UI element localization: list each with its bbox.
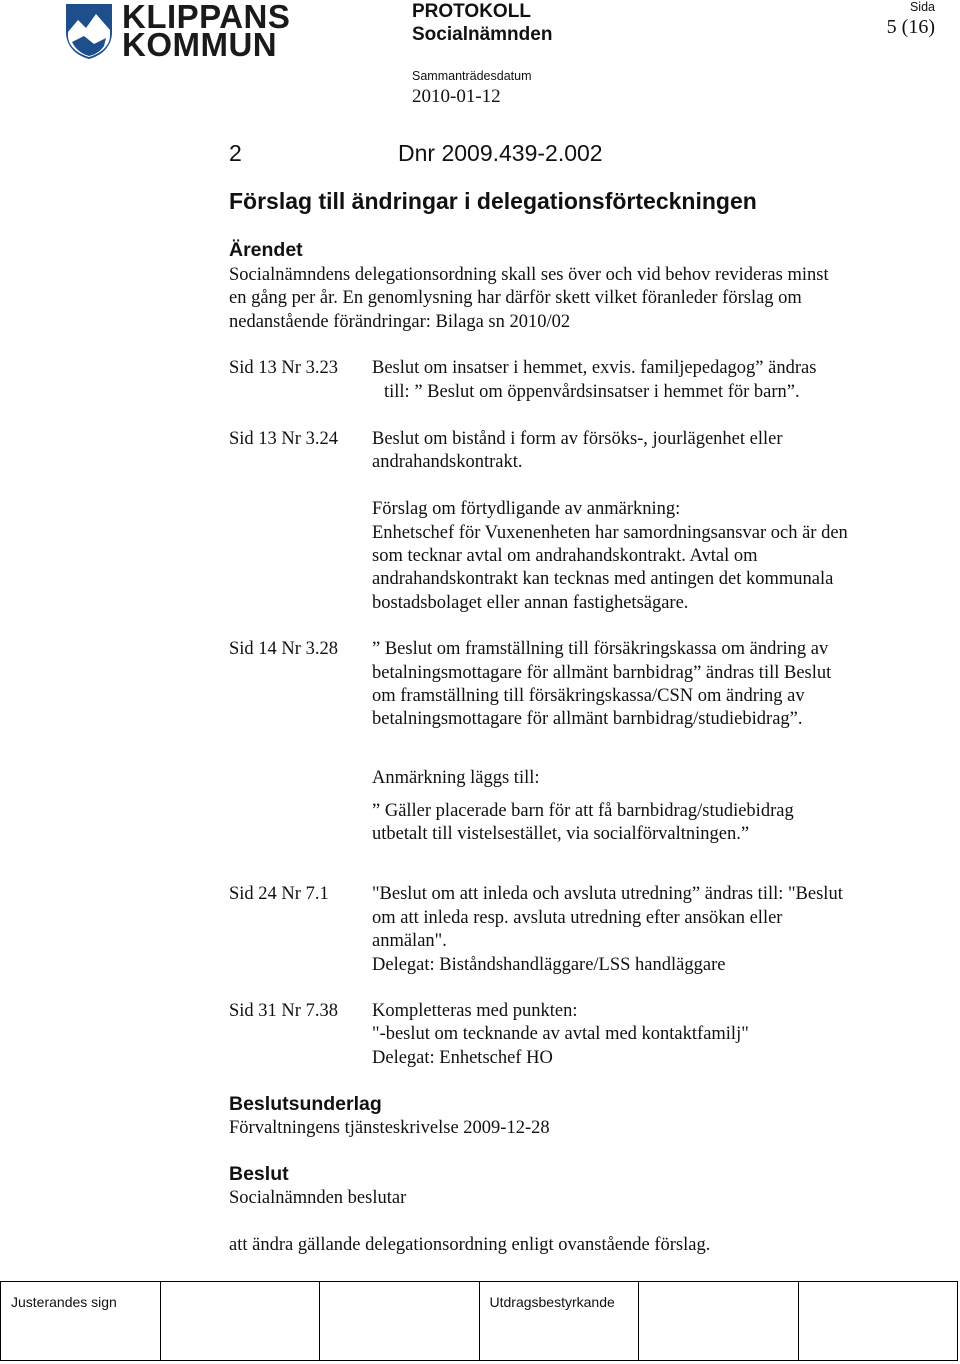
change-ref-7-38: Sid 31 Nr 7.38	[229, 1001, 338, 1021]
remark-line: utbetalt till vistelsestället, via socialförvaltningen.”	[372, 824, 750, 844]
arende-heading: Ärendet	[229, 239, 303, 261]
change-text-line: andrahandskontrakt.	[372, 452, 523, 472]
change-ref-7-1: Sid 24 Nr 7.1	[229, 884, 329, 904]
clarification-line: bostadsbolaget eller annan fastighetsägare.	[372, 593, 689, 613]
clarification-line: andrahandskontrakt kan tecknas med antingen det kommunala	[372, 569, 834, 589]
logo-wordmark-line2: KOMMUN	[122, 26, 278, 63]
remark-heading: Anmärkning läggs till:	[372, 768, 540, 788]
change-text-line: Delegat: Enhetschef HO	[372, 1048, 553, 1068]
change-text-line: Kompletteras med punkten:	[372, 1001, 578, 1021]
beslut-line-2: att ändra gällande delegationsordning enligt ovanstående förslag.	[229, 1235, 711, 1255]
change-text-line: ” Beslut om framställning till försäkringskassa om ändring av	[372, 639, 829, 659]
change-text-line: "Beslut om att inleda och avsluta utredning” ändras till: "Beslut	[372, 884, 843, 904]
signature-cell	[161, 1282, 321, 1360]
item-title: Förslag till ändringar i delegationsförteckningen	[229, 188, 757, 214]
change-ref-3-23: Sid 13 Nr 3.23	[229, 358, 338, 378]
justerandes-sign-label: Justerandes sign	[11, 1294, 117, 1310]
change-text-line: om att inleda resp. avsluta utredning efter ansökan eller	[372, 908, 783, 928]
logo-wordmark-line1: KLIPPANS	[122, 0, 291, 35]
change-text-line: "-beslut om tecknande av avtal med kontaktfamilj"	[372, 1024, 749, 1044]
municipality-logo-icon	[64, 2, 114, 60]
diary-number: Dnr 2009.439-2.002	[398, 140, 603, 166]
utdragsbestyrkande-label: Utdragsbestyrkande	[489, 1294, 615, 1310]
clarification-line: Förslag om förtydligande av anmärkning:	[372, 499, 681, 519]
change-text-line: Delegat: Biståndshandläggare/LSS handläggare	[372, 955, 726, 975]
signature-cell	[320, 1282, 480, 1360]
beslut-line-1: Socialnämnden beslutar	[229, 1188, 407, 1208]
clarification-line: som tecknar avtal om andrahandskontrakt. Avtal om	[372, 546, 758, 566]
clarification-line: Enhetschef för Vuxenenheten har samordningsansvar och är den	[372, 523, 848, 543]
signature-cell	[799, 1282, 958, 1360]
meeting-date: 2010-01-12	[412, 86, 501, 107]
beslutsunderlag-heading: Beslutsunderlag	[229, 1093, 382, 1115]
change-text-line: betalningsmottagare för allmänt barnbidrag” ändras till Beslut	[372, 663, 832, 683]
change-text-line: om framställning till försäkringskassa/CSN om ändring av	[372, 686, 805, 706]
remark-line: ” Gäller placerade barn för att få barnbidrag/studiebidrag	[372, 801, 794, 821]
signature-cell	[1, 1282, 161, 1360]
page-number: 5 (16)	[886, 16, 935, 38]
change-text-line: Beslut om bistånd i form av försöks-, jourlägenhet eller	[372, 429, 783, 449]
change-text-line: betalningsmottagare för allmänt barnbidrag/studiebidrag”.	[372, 709, 803, 729]
arende-line-2: en gång per år. En genomlysning har därför skett vilket föranleder förslag om	[229, 288, 802, 308]
signature-cell	[480, 1282, 640, 1360]
document-type: PROTOKOLL	[412, 1, 531, 22]
arende-line-3: nedanstående förändringar: Bilaga sn 2010/02	[229, 312, 571, 332]
change-text-line: till: ” Beslut om öppenvårdsinsatser i hemmet för barn”.	[384, 382, 800, 402]
signature-footer	[0, 1281, 958, 1361]
change-text-line: Beslut om insatser i hemmet, exvis. familjepedagog” ändras	[372, 358, 817, 378]
change-ref-3-24: Sid 13 Nr 3.24	[229, 429, 338, 449]
change-text-line: anmälan".	[372, 931, 447, 951]
meeting-date-label: Sammanträdesdatum	[412, 69, 532, 83]
beslutsunderlag-text: Förvaltningens tjänsteskrivelse 2009-12-28	[229, 1118, 550, 1138]
committee-name: Socialnämnden	[412, 24, 553, 45]
beslut-heading: Beslut	[229, 1163, 289, 1185]
page-label: Sida	[909, 0, 935, 14]
change-ref-3-28: Sid 14 Nr 3.28	[229, 639, 338, 659]
signature-cell	[639, 1282, 799, 1360]
item-number: 2	[229, 140, 242, 166]
arende-line-1: Socialnämndens delegationsordning skall ses över och vid behov revideras minst	[229, 265, 829, 285]
